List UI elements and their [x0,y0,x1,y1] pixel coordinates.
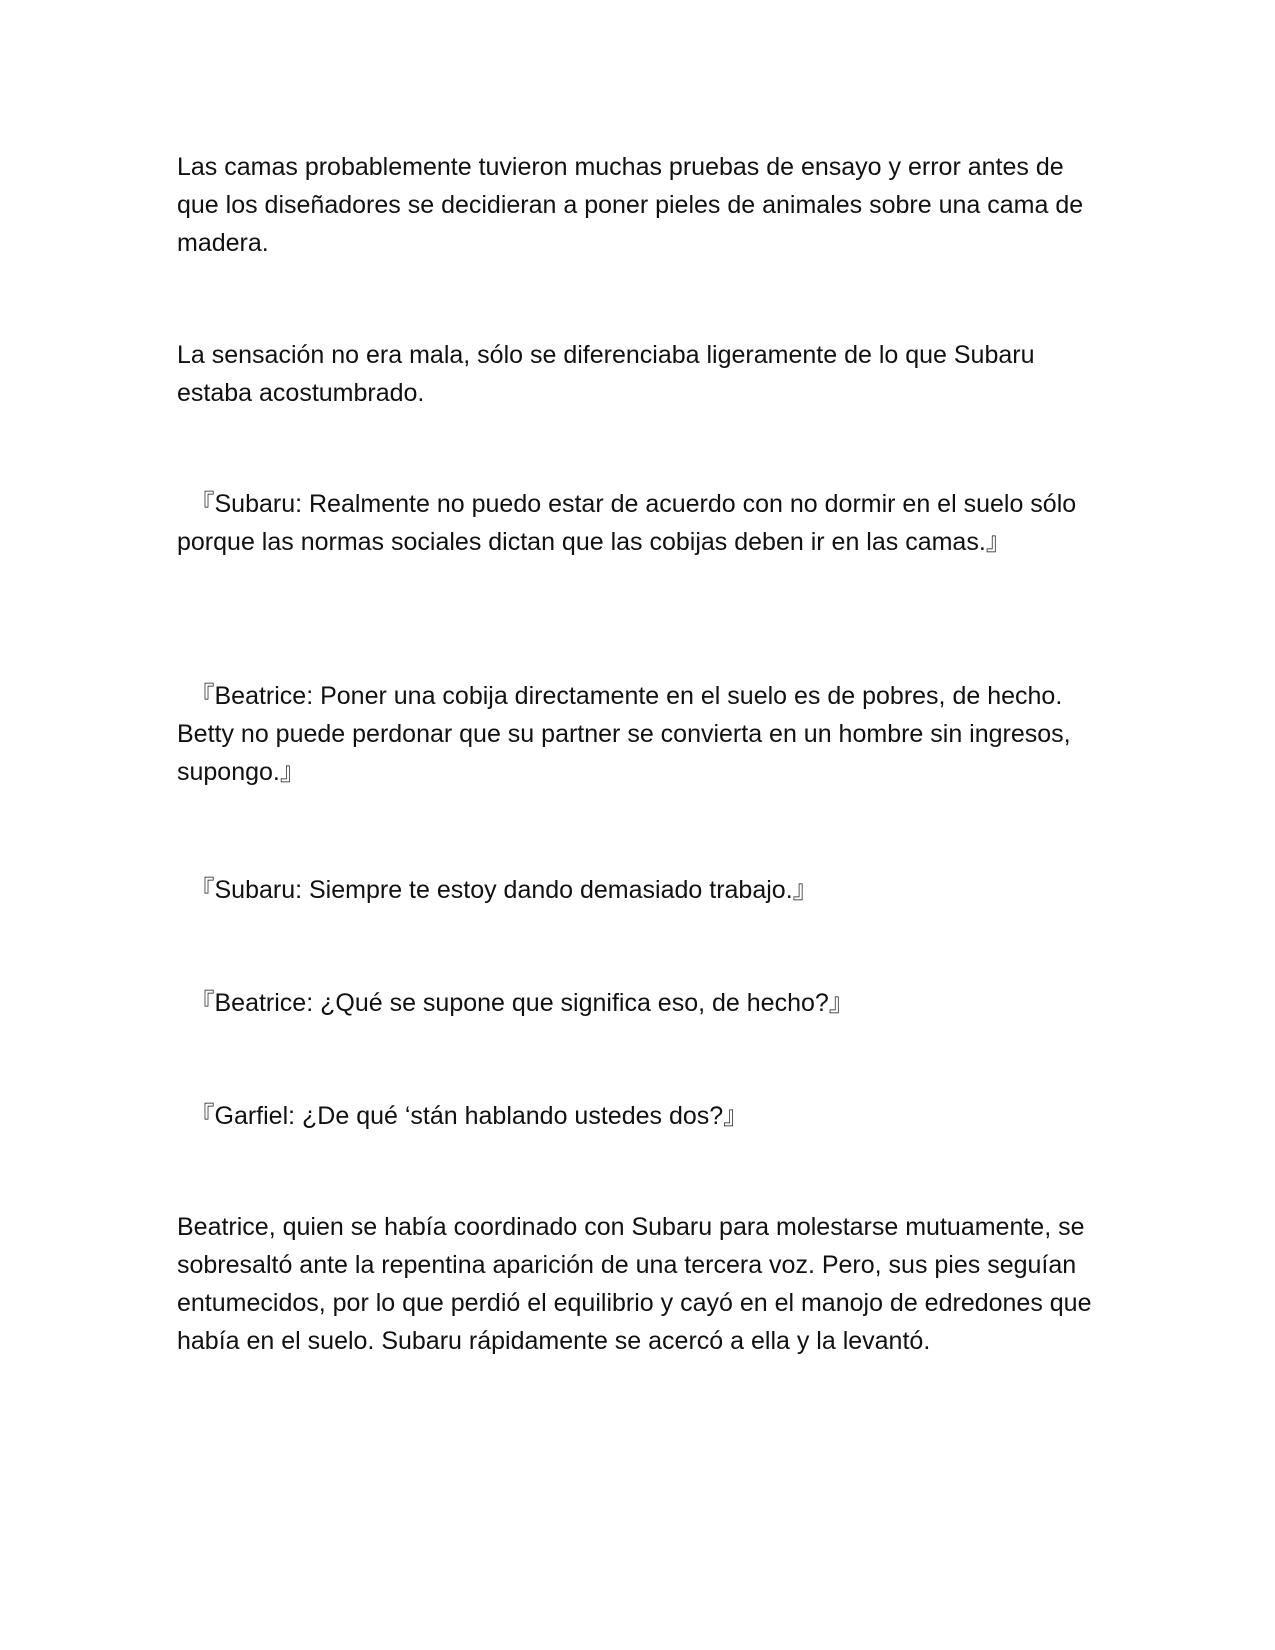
dialogue-line-beatrice: 『Beatrice: Poner una cobija directamente en el suelo es de pobres, de hecho. Betty no puede perdonar que su partner se convierta en un hombre sin ingresos, supongo.』 [177,682,1078,786]
dialogue-line-beatrice: 『Beatrice: ¿Qué se supone que significa eso, de hecho?』 [177,989,854,1017]
narration-paragraph: Las camas probablemente tuvieron muchas pruebas de ensayo y error antes de que los diseñadores se decidieran a poner pieles de animales sobre una cama de madera. [177,153,1091,257]
narration-paragraph: Beatrice, quien se había coordinado con Subaru para molestarse mutuamente, se sobresaltó ante la repentina aparición de una tercera voz. Pero, sus pies seguían entumecidos, por lo que perdió el equilibrio y cayó en el manojo de edredones que había en el suelo. Subaru rápidamente se acercó a ella y la levantó. [177,1213,1099,1355]
narration-paragraph: La sensación no era mala, sólo se diferenciaba ligeramente de lo que Subaru estaba acostumbrado. [177,341,1042,407]
dialogue-line-subaru: 『Subaru: Realmente no puedo estar de acuerdo con no dormir en el suelo sólo porque las normas sociales dictan que las cobijas deben ir en las camas.』 [177,490,1084,556]
dialogue-line-subaru: 『Subaru: Siempre te estoy dando demasiado trabajo.』 [177,876,818,904]
dialogue-line-garfiel: 『Garfiel: ¿De qué ‘stán hablando ustedes dos?』 [177,1102,749,1130]
